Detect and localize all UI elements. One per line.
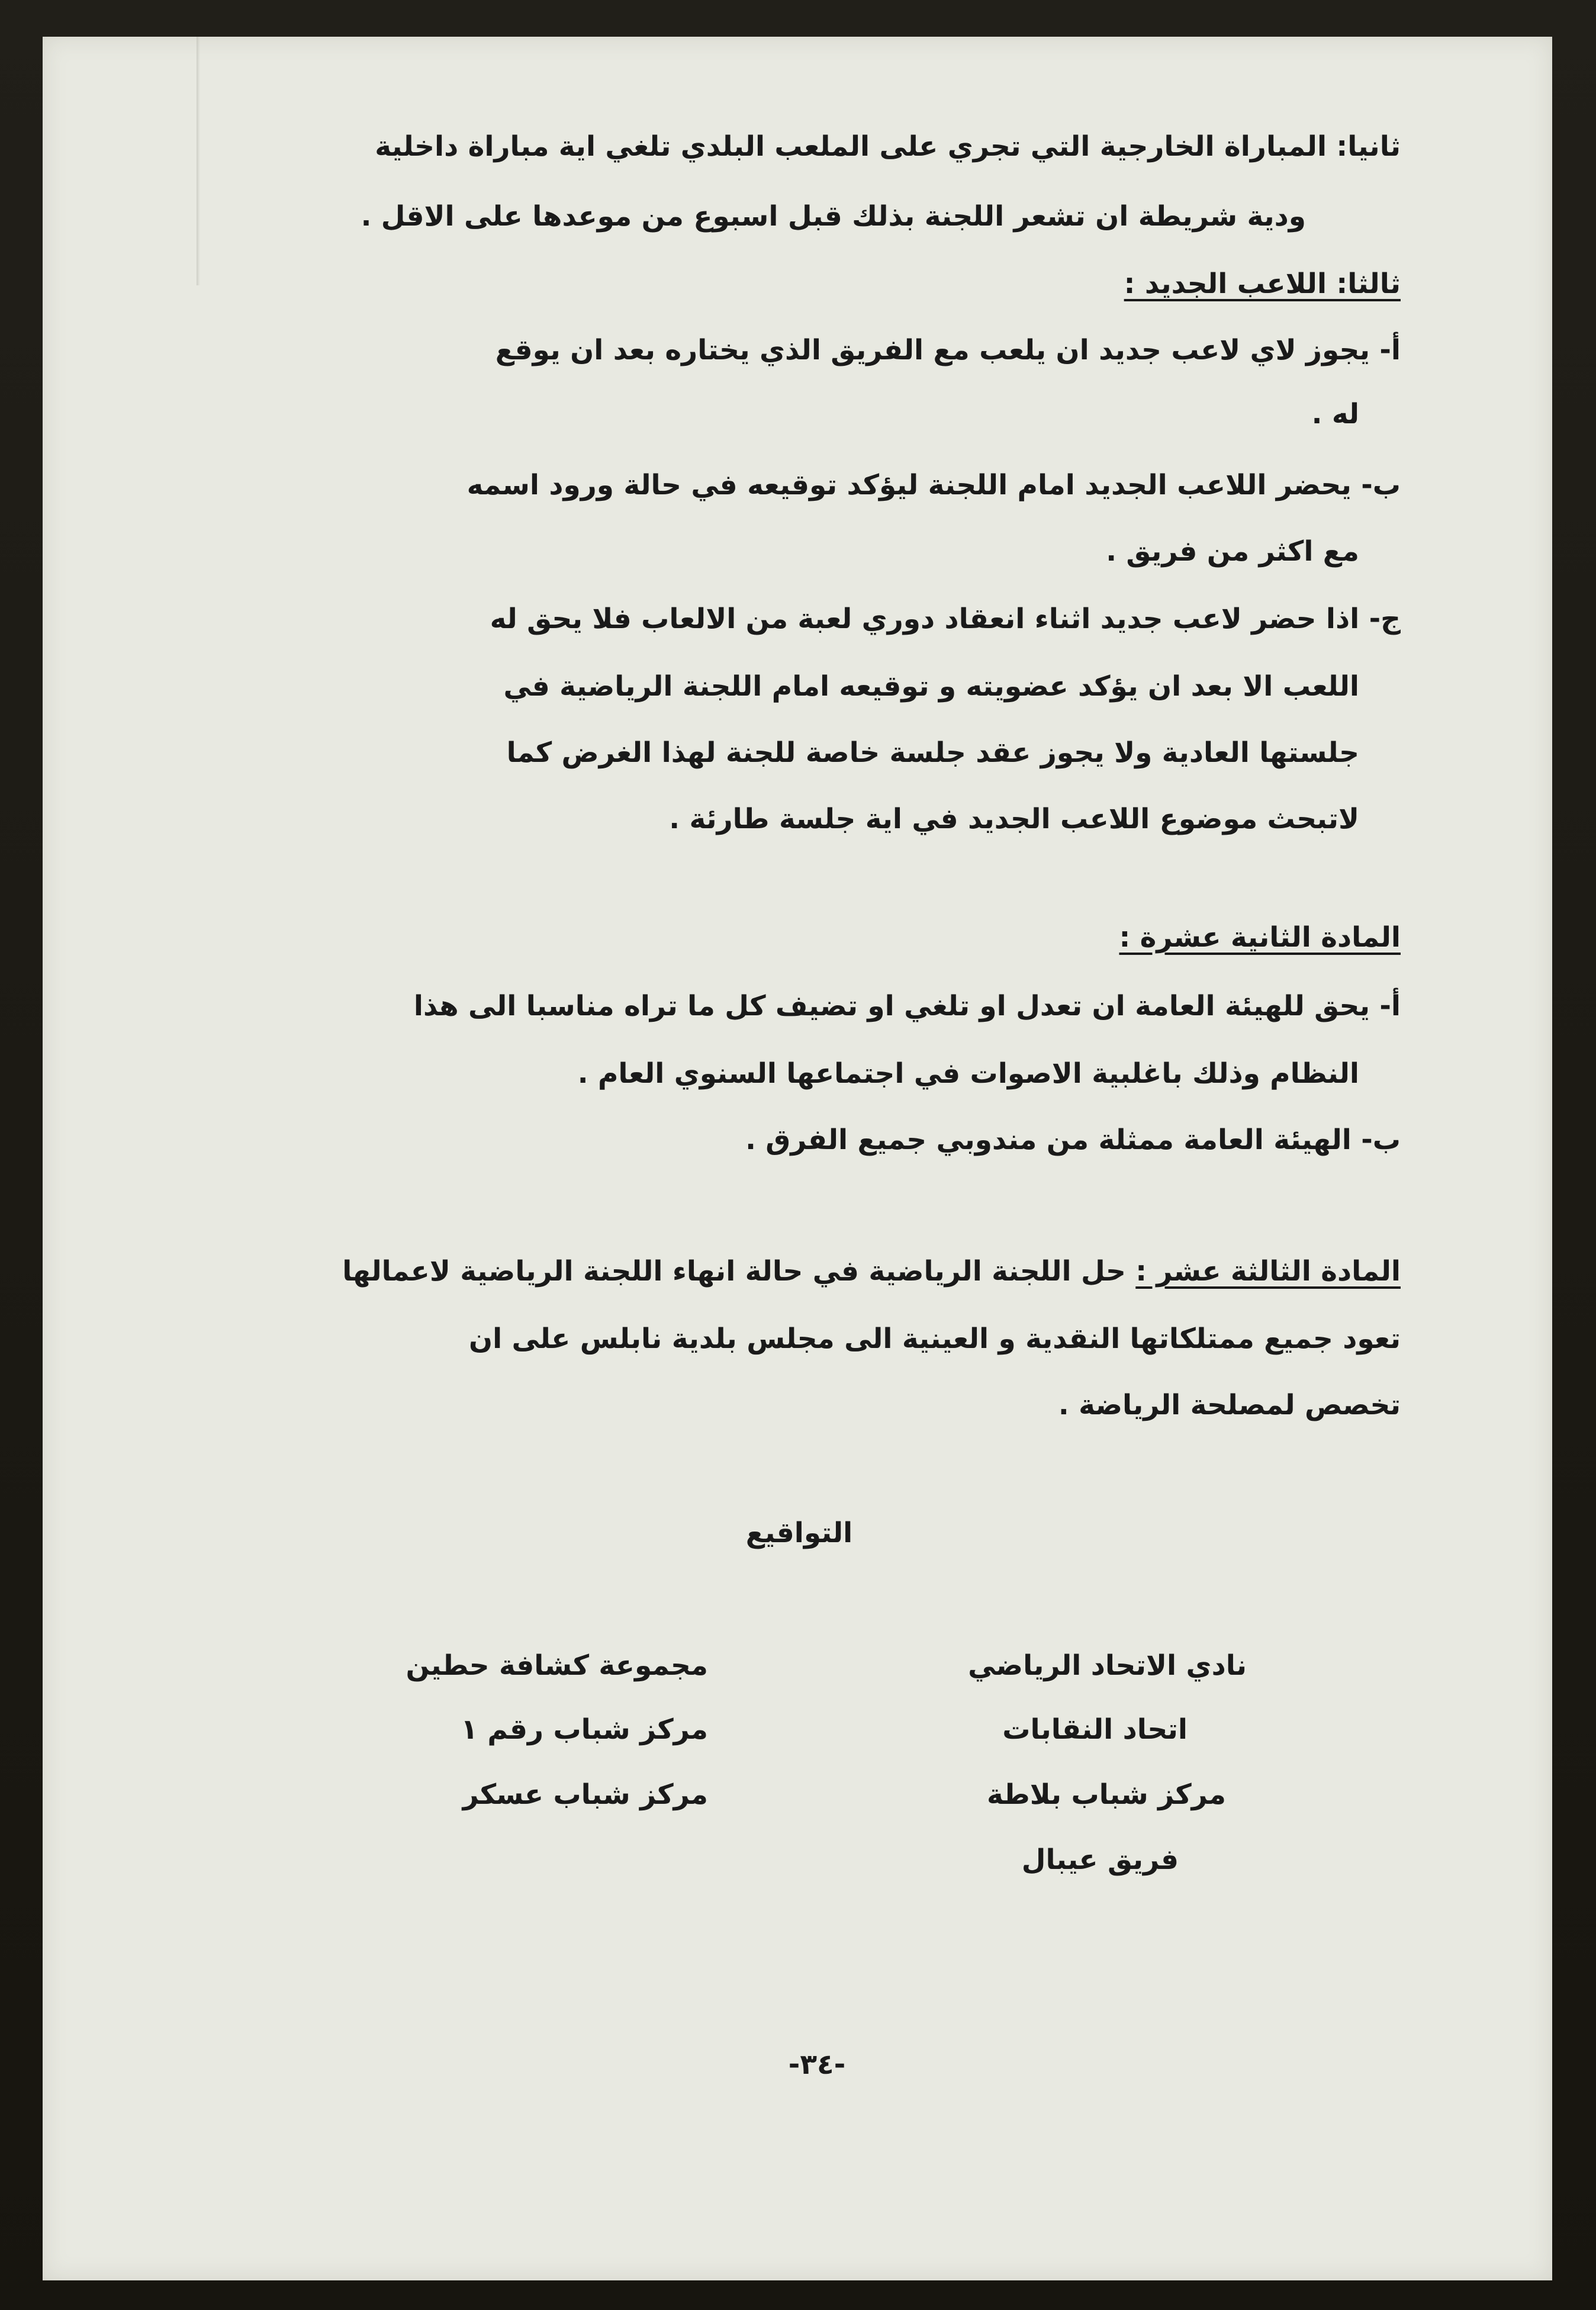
section3-item-a-line2: له . [1311,398,1359,430]
section3-item-c-line1: ج- اذا حضر لاعب جديد اثناء انعقاد دوري لعبة من الالعاب فلا يحق له [490,603,1401,635]
section3-item-b-line1: ب- يحضر اللاعب الجديد امام اللجنة ليؤكد توقيعه في حالة ورود اسمه [466,469,1401,501]
signatory-left-3: مركز شباب عسكر [462,1778,708,1811]
signatory-right-1: نادي الاتحاد الرياضي [968,1649,1247,1682]
section2-line2: ودية شريطة ان تشعر اللجنة بذلك قبل اسبوع من موعدها على الاقل . [361,200,1306,233]
section3-item-a-line1: أ- يجوز لاي لاعب جديد ان يلعب مع الفريق الذي يختاره بعد ان يوقع [495,334,1401,366]
article13-line1 [342,1255,1401,1288]
section3-item-c-line4: لاتبحث موضوع اللاعب الجديد في اية جلسة طارئة . [669,803,1359,835]
signatory-right-4: فريق عيبال [1021,1844,1179,1876]
signatory-right-2: اتحاد النقابات [1002,1713,1188,1746]
section3-item-b-line2: مع اكثر من فريق . [1106,535,1359,568]
signatory-right-3: مركز شباب بلاطة [986,1778,1226,1811]
article13-line2: تعود جميع ممتلكاتها النقدية و العينية الى مجلس بلدية نابلس على ان [468,1323,1401,1355]
article13-line3: تخصص لمصلحة الرياضة . [1058,1389,1401,1421]
section3-item-c-line2: اللعب الا بعد ان يؤكد عضويته و توقيعه امام اللجنة الرياضية في [503,670,1359,703]
section2-line1: ثانيا: المباراة الخارجية التي تجري على الملعب البلدي تلغي اية مباراة داخلية [375,130,1401,163]
article13-line1-text: حل اللجنة الرياضية في حالة انهاء اللجنة الرياضية لاعمالها [342,1255,1126,1288]
article12-item-a-line1: أ- يحق للهيئة العامة ان تعدل او تلغي او تضيف كل ما تراه مناسبا الى هذا [413,990,1401,1022]
signatory-left-2: مركز شباب رقم ١ [461,1713,708,1746]
article12-item-a-line2: النظام وذلك باغلبية الاصوات في اجتماعها السنوي العام . [577,1057,1359,1090]
article12-item-b-line1: ب- الهيئة العامة ممثلة من مندوبي جميع الفرق . [745,1124,1401,1156]
section3-heading: ثالثا: اللاعب الجديد : [1124,268,1401,300]
signatures-title: التواقيع [745,1517,853,1549]
article12-heading: المادة الثانية عشرة : [1119,921,1401,954]
page-number: -٣٤- [788,2048,846,2081]
section3-item-c-line3: جلستها العادية ولا يجوز عقد جلسة خاصة للجنة لهذا الغرض كما [506,736,1359,769]
article13-heading: المادة الثالثة عشر : [1135,1255,1401,1288]
document-body [98,0,1401,2310]
signatory-left-1: مجموعة كشافة حطين [406,1649,708,1682]
